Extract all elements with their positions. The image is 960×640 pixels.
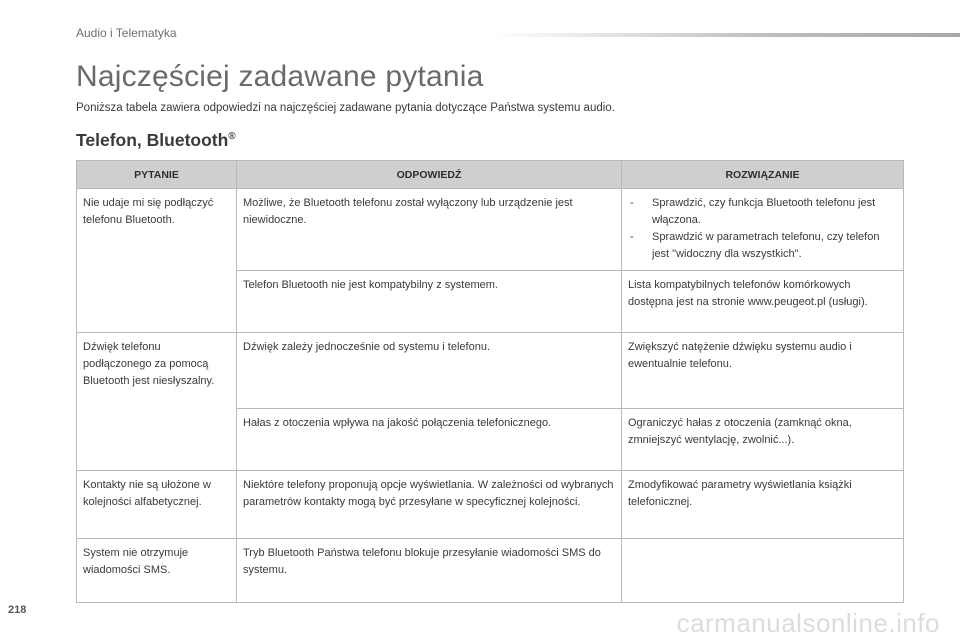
question-cell: [77, 271, 237, 333]
watermark: carmanualsonline.info: [676, 608, 940, 638]
column-header-answer: ODPOWIEDŹ: [237, 161, 622, 189]
answer-cell: Tryb Bluetooth Państwa telefonu blokuje przesyłanie wiadomości SMS do systemu.: [237, 539, 622, 603]
header-title: Audio i Telematyka: [76, 26, 177, 40]
table-row: [77, 189, 904, 271]
table-row: [77, 471, 904, 539]
table-header-row: [77, 161, 904, 189]
page-number: 218: [8, 604, 27, 616]
answer-cell: Hałas z otoczenia wpływa na jakość połączenia telefonicznego.: [237, 409, 622, 471]
solution-cell: [622, 189, 904, 271]
table-row: [77, 539, 904, 603]
solution-cell: [622, 539, 904, 603]
question-cell: Kontakty nie są ułożone w kolejności alfabetycznej.: [77, 471, 237, 539]
table-row: [77, 333, 904, 409]
solution-cell: Ograniczyć hałas z otoczenia (zamknąć okna, zmniejszyć wentylację, zwolnić...).: [622, 409, 904, 471]
question-cell: Dźwięk telefonu podłączonego za pomocą Bluetooth jest niesłyszalny.: [77, 333, 237, 409]
registered-mark: ®: [228, 131, 236, 143]
solution-cell: Zmodyfikować parametry wyświetlania książki telefonicznej.: [622, 471, 904, 539]
intro-text: Poniższa tabela zawiera odpowiedzi na najczęściej zadawane pytania dotyczące Państwa systemu audio.: [76, 102, 615, 114]
page-title: Najczęściej zadawane pytania: [76, 60, 484, 93]
solution-cell: Zwiększyć natężenie dźwięku systemu audio i ewentualnie telefonu.: [622, 333, 904, 409]
solution-list-item: - Sprawdzić, czy funkcja Bluetooth telefonu jest włączona.: [628, 195, 897, 229]
solution-cell: Lista kompatybilnych telefonów komórkowych dostępna jest na stronie www.peugeot.pl (usługi).: [622, 271, 904, 333]
solution-list: [628, 195, 897, 263]
answer-cell: Niektóre telefony proponują opcje wyświetlania. W zależności od wybranych parametrów kontakty mogą być przesyłane w specyficznej kolejności.: [237, 471, 622, 539]
column-header-question: PYTANIE: [77, 161, 237, 189]
header-rule: [490, 33, 960, 37]
faq-table: [76, 160, 904, 603]
answer-cell: Możliwe, że Bluetooth telefonu został wyłączony lub urządzenie jest niewidoczne.: [237, 189, 622, 271]
solution-list-item: - Sprawdzić w parametrach telefonu, czy telefon jest "widoczny dla wszystkich".: [628, 229, 897, 263]
table-row: [77, 271, 904, 333]
question-cell: [77, 409, 237, 471]
question-cell: Nie udaje mi się podłączyć telefonu Bluetooth.: [77, 189, 237, 271]
section-title-text: Telefon, Bluetooth: [76, 130, 229, 150]
section-title: [76, 130, 236, 151]
question-cell: System nie otrzymuje wiadomości SMS.: [77, 539, 237, 603]
table-row: [77, 409, 904, 471]
answer-cell: Telefon Bluetooth nie jest kompatybilny z systemem.: [237, 271, 622, 333]
column-header-solution: ROZWIĄZANIE: [622, 161, 904, 189]
answer-cell: Dźwięk zależy jednocześnie od systemu i telefonu.: [237, 333, 622, 409]
